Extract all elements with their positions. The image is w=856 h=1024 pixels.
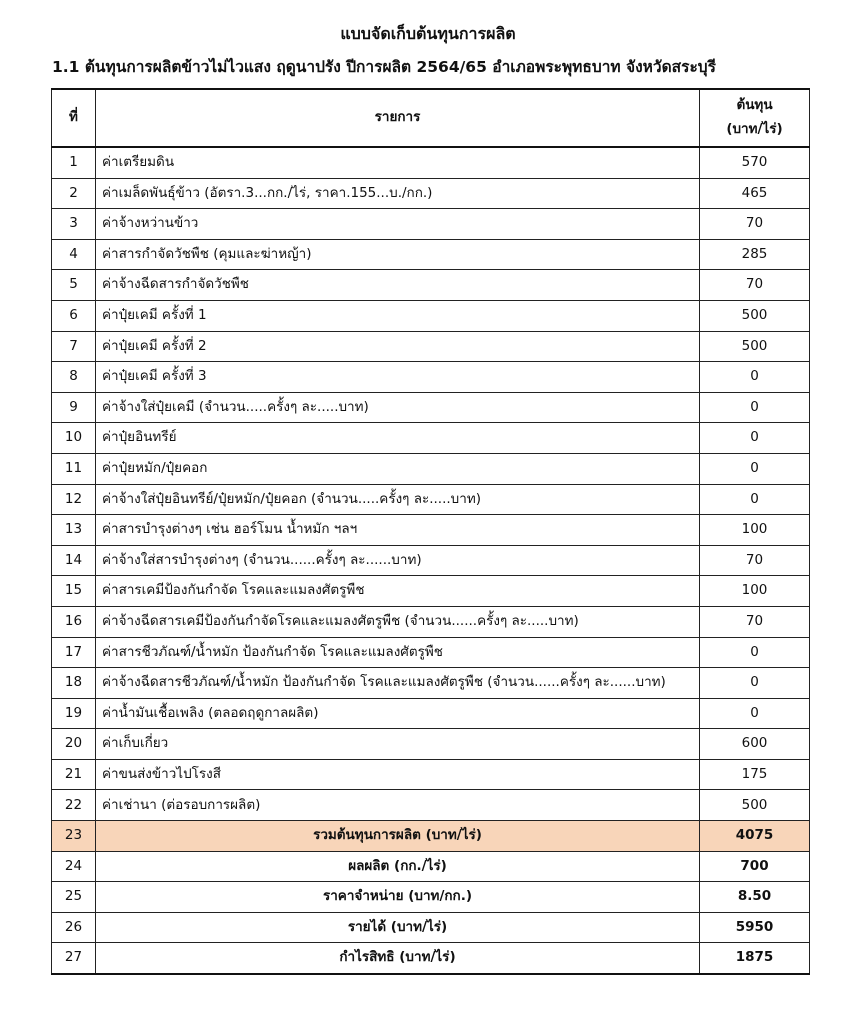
header-item: รายการ: [96, 89, 700, 147]
table-row: [52, 423, 810, 454]
table-row: [52, 790, 810, 821]
row-number: 5: [52, 270, 96, 301]
row-cost: 0: [700, 453, 810, 484]
row-number: 12: [52, 484, 96, 515]
row-number: 19: [52, 698, 96, 729]
row-number: 23: [52, 821, 96, 852]
header-cost: [700, 89, 810, 147]
summary-row: [52, 851, 810, 882]
row-number: 8: [52, 362, 96, 393]
table-row: [52, 576, 810, 607]
row-cost: 0: [700, 637, 810, 668]
table-row: [52, 331, 810, 362]
row-cost: 0: [700, 484, 810, 515]
row-item: ค่าสารบำรุงต่างๆ เช่น ฮอร์โมน น้ำหมัก ฯลฯ: [96, 515, 700, 546]
row-item: ค่าสารกำจัดวัชพืช (คุมและฆ่าหญ้า): [96, 239, 700, 270]
row-number: 20: [52, 729, 96, 760]
row-item: ราคาจำหน่าย (บาท/กก.): [96, 882, 700, 913]
table-header-row: [52, 89, 810, 147]
row-number: 10: [52, 423, 96, 454]
row-cost: 0: [700, 423, 810, 454]
row-number: 1: [52, 147, 96, 178]
row-item: ผลผลิต (กก./ไร่): [96, 851, 700, 882]
row-cost: 1875: [700, 943, 810, 974]
header-cost-line2: (บาท/ไร่): [726, 121, 783, 137]
row-number: 9: [52, 392, 96, 423]
row-cost: 0: [700, 698, 810, 729]
row-cost: 100: [700, 576, 810, 607]
row-item: ค่าปุ๋ยเคมี ครั้งที่ 2: [96, 331, 700, 362]
header-no: ที่: [52, 89, 96, 147]
row-cost: 500: [700, 790, 810, 821]
summary-row: [52, 821, 810, 852]
row-cost: 285: [700, 239, 810, 270]
row-item: ค่าจ้างหว่านข้าว: [96, 209, 700, 240]
table-subtitle: 1.1 ต้นทุนการผลิตข้าวไม่ไวแสง ฤดูนาปรัง ปีการผลิต 2564/65 อำเภอพระพุทธบาท จังหวัดสระบุรี: [52, 58, 716, 76]
row-number: 7: [52, 331, 96, 362]
row-cost: 570: [700, 147, 810, 178]
row-item: ค่าจ้างใส่ปุ๋ยเคมี (จำนวน.....ครั้งๆ ละ.....บาท): [96, 392, 700, 423]
row-item: ค่าจ้างใส่สารบำรุงต่างๆ (จำนวน......ครั้งๆ ละ......บาท): [96, 545, 700, 576]
table-row: [52, 606, 810, 637]
row-number: 18: [52, 668, 96, 699]
table-row: [52, 698, 810, 729]
table-row: [52, 515, 810, 546]
summary-row: [52, 882, 810, 913]
row-number: 11: [52, 453, 96, 484]
row-number: 22: [52, 790, 96, 821]
row-item: ค่าสารชีวภัณฑ์/น้ำหมัก ป้องกันกำจัด โรคและแมลงศัตรูพืช: [96, 637, 700, 668]
row-cost: 0: [700, 362, 810, 393]
row-cost: 5950: [700, 912, 810, 943]
row-item: ค่าสารเคมีป้องกันกำจัด โรคและแมลงศัตรูพืช: [96, 576, 700, 607]
row-cost: 70: [700, 606, 810, 637]
table-row: [52, 637, 810, 668]
table-row: [52, 270, 810, 301]
row-cost: 700: [700, 851, 810, 882]
row-item: ค่าจ้างฉีดสารกำจัดวัชพืช: [96, 270, 700, 301]
row-cost: 600: [700, 729, 810, 760]
table-row: [52, 392, 810, 423]
summary-row: [52, 912, 810, 943]
row-item: รวมต้นทุนการผลิต (บาท/ไร่): [96, 821, 700, 852]
table-row: [52, 484, 810, 515]
row-number: 24: [52, 851, 96, 882]
row-number: 4: [52, 239, 96, 270]
row-item: ค่าน้ำมันเชื้อเพลิง (ตลอดฤดูกาลผลิต): [96, 698, 700, 729]
row-number: 6: [52, 300, 96, 331]
row-number: 2: [52, 178, 96, 209]
row-cost: 70: [700, 270, 810, 301]
row-number: 25: [52, 882, 96, 913]
cost-table: [51, 88, 810, 975]
row-item: ค่าขนส่งข้าวไปโรงสี: [96, 759, 700, 790]
row-item: ค่าเช่านา (ต่อรอบการผลิต): [96, 790, 700, 821]
summary-row: [52, 943, 810, 974]
table-row: [52, 729, 810, 760]
row-cost: 500: [700, 331, 810, 362]
row-cost: 4075: [700, 821, 810, 852]
row-item: ค่าจ้างฉีดสารเคมีป้องกันกำจัดโรคและแมลงศัตรูพืช (จำนวน......ครั้งๆ ละ.....บาท): [96, 606, 700, 637]
table-row: [52, 300, 810, 331]
row-cost: 8.50: [700, 882, 810, 913]
header-cost-line1: ต้นทุน: [736, 97, 773, 114]
row-number: 3: [52, 209, 96, 240]
table-body: [52, 147, 810, 974]
page-title: แบบจัดเก็บต้นทุนการผลิต: [340, 24, 516, 43]
row-cost: 465: [700, 178, 810, 209]
row-number: 16: [52, 606, 96, 637]
row-item: ค่าเตรียมดิน: [96, 147, 700, 178]
row-number: 26: [52, 912, 96, 943]
row-cost: 70: [700, 209, 810, 240]
table-row: [52, 545, 810, 576]
table-row: [52, 209, 810, 240]
row-item: ค่าปุ๋ยเคมี ครั้งที่ 3: [96, 362, 700, 393]
row-item: ค่าเมล็ดพันธุ์ข้าว (อัตรา.3...กก./ไร่, ราคา.155...บ./กก.): [96, 178, 700, 209]
table-row: [52, 239, 810, 270]
row-cost: 500: [700, 300, 810, 331]
table-row: [52, 453, 810, 484]
row-item: รายได้ (บาท/ไร่): [96, 912, 700, 943]
row-number: 14: [52, 545, 96, 576]
row-cost: 0: [700, 392, 810, 423]
row-item: ค่าปุ๋ยอินทรีย์: [96, 423, 700, 454]
row-item: ค่าจ้างฉีดสารชีวภัณฑ์/น้ำหมัก ป้องกันกำจัด โรคและแมลงศัตรูพืช (จำนวน......ครั้งๆ ละ......บาท): [96, 668, 700, 699]
row-number: 13: [52, 515, 96, 546]
row-item: กำไรสิทธิ (บาท/ไร่): [96, 943, 700, 974]
row-cost: 0: [700, 668, 810, 699]
row-item: ค่าปุ๋ยเคมี ครั้งที่ 1: [96, 300, 700, 331]
table-row: [52, 759, 810, 790]
row-item: ค่าเก็บเกี่ยว: [96, 729, 700, 760]
row-cost: 100: [700, 515, 810, 546]
row-number: 17: [52, 637, 96, 668]
row-cost: 70: [700, 545, 810, 576]
row-item: ค่าจ้างใส่ปุ๋ยอินทรีย์/ปุ๋ยหมัก/ปุ๋ยคอก (จำนวน.....ครั้งๆ ละ.....บาท): [96, 484, 700, 515]
row-item: ค่าปุ๋ยหมัก/ปุ๋ยคอก: [96, 453, 700, 484]
row-number: 15: [52, 576, 96, 607]
row-number: 21: [52, 759, 96, 790]
table-row: [52, 668, 810, 699]
row-number: 27: [52, 943, 96, 974]
table-row: [52, 178, 810, 209]
table-row: [52, 362, 810, 393]
row-cost: 175: [700, 759, 810, 790]
table-row: [52, 147, 810, 178]
